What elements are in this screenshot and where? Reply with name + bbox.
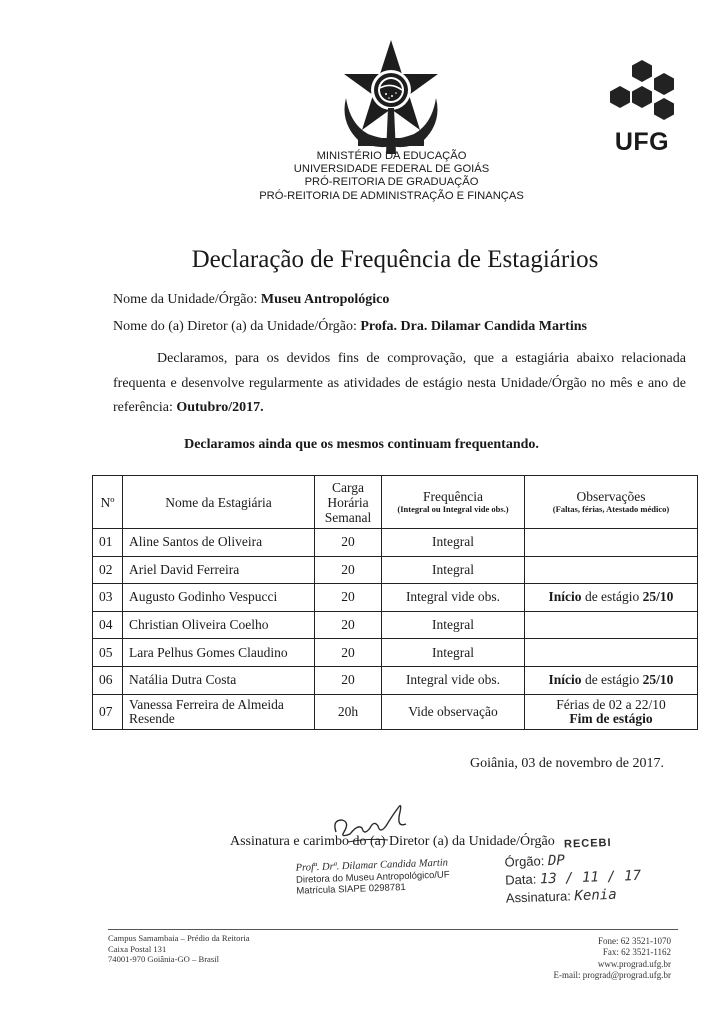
intern-name: Lara Pelhus Gomes Claudino xyxy=(123,639,315,667)
signature-line: Assinatura e carimbo do (a) Diretor (a) da Unidade/Órgão xyxy=(230,834,555,849)
observation-start-label: Início xyxy=(548,589,582,605)
received-org-label: Órgão: xyxy=(504,853,545,870)
observations-header-note: (Faltas, férias, Atestado médico) xyxy=(552,504,670,514)
observation xyxy=(525,584,698,612)
footer-fax: Fax: 62 3521-1162 xyxy=(602,947,671,958)
weekly-hours: 20 xyxy=(315,529,382,557)
declaration-paragraph xyxy=(113,347,686,421)
observation-text: de estágio xyxy=(581,589,643,605)
intern-name: Christian Oliveira Coelho xyxy=(123,611,315,639)
observations-header-label: Observações xyxy=(576,489,646,504)
stamp-id: Matrícula SIAPE 0298781 xyxy=(296,881,406,897)
col-header-observations xyxy=(525,476,698,529)
coat-of-arms-emblem xyxy=(336,38,446,156)
interns-table xyxy=(92,475,698,730)
footer-address-line: Campus Samambaia – Prédio da Reitoria xyxy=(108,933,250,943)
institution-line: PRÓ-REITORIA DE ADMINISTRAÇÃO E FINANÇAS xyxy=(259,189,524,202)
col-header-frequency xyxy=(382,476,525,529)
table-header-row xyxy=(93,476,698,529)
unit-label: Nome da Unidade/Órgão: xyxy=(113,292,258,307)
frequency: Integral xyxy=(382,639,525,667)
frequency: Integral xyxy=(382,611,525,639)
observation xyxy=(525,529,698,557)
observation-text: de estágio xyxy=(581,672,643,688)
frequency: Integral vide obs. xyxy=(382,584,525,612)
col-header-number: Nº xyxy=(93,476,123,529)
table-row xyxy=(93,694,698,729)
frequency: Integral vide obs. xyxy=(382,666,525,694)
received-title: RECEBI xyxy=(563,836,612,851)
weekly-hours: 20 xyxy=(315,556,382,584)
frequency: Integral xyxy=(382,529,525,557)
received-signature-row xyxy=(506,885,657,908)
observation-date: 25/10 xyxy=(642,589,674,605)
observation-end: Fim de estágio xyxy=(569,710,653,726)
footer-divider xyxy=(108,929,678,930)
received-date-value: 13 / 11 / 17 xyxy=(539,867,642,888)
hours-header-line: Semanal xyxy=(324,509,372,525)
weekly-hours: 20 xyxy=(315,611,382,639)
stamp-role: Diretora do Museu Antropológico/UF xyxy=(295,868,450,886)
ufg-logo-text: UFG xyxy=(614,128,670,156)
reference-period: Outubro/2017. xyxy=(176,400,264,415)
hours-header-line: Horária xyxy=(327,494,369,510)
table-row xyxy=(93,556,698,584)
received-signature-label: Assinatura: xyxy=(505,888,572,906)
director-label: Nome do (a) Diretor (a) da Unidade/Órgão: xyxy=(113,319,357,334)
unit-value: Museu Antropológico xyxy=(260,292,390,307)
received-stamp xyxy=(504,835,656,908)
row-number: 02 xyxy=(93,556,123,584)
place-date: Goiânia, 03 de novembro de 2017. xyxy=(470,756,665,771)
intern-name: Vanessa Ferreira de Almeida Resende xyxy=(123,694,315,729)
table-row xyxy=(93,611,698,639)
weekly-hours: 20h xyxy=(315,694,382,729)
observation-vacation: Férias de 02 a 22/10 xyxy=(556,696,666,712)
frequency-header-label: Frequência xyxy=(423,489,483,504)
unit-line xyxy=(113,292,389,308)
observation-start-label: Início xyxy=(548,672,582,688)
hours-header-line: Carga xyxy=(332,479,364,495)
declaration-text: Declaramos, para os devidos fins de comprovação, que a estagiária abaixo relacionada frequenta e desenvolve regularmente as atividades de estágio nesta Unidade/Órgão no mês e ano de referência: xyxy=(113,351,686,415)
footer-website: www.prograd.ufg.br xyxy=(597,958,671,969)
continuing-note: Declaramos ainda que os mesmos continuam frequentando. xyxy=(184,437,539,452)
table-row xyxy=(93,666,698,694)
weekly-hours: 20 xyxy=(315,584,382,612)
institution-line: PRÓ-REITORIA DE GRADUAÇÃO xyxy=(304,176,479,189)
frequency: Vide observação xyxy=(382,694,525,729)
table-row xyxy=(93,529,698,557)
received-signature-value: Kenia xyxy=(574,886,617,905)
intern-name: Augusto Godinho Vespucci xyxy=(123,584,315,612)
footer-address-line: 74001-970 Goiânia-GO – Brasil xyxy=(108,954,219,964)
observation-date: 25/10 xyxy=(642,672,674,688)
institution-line: UNIVERSIDADE FEDERAL DE GOIÁS xyxy=(293,163,490,176)
weekly-hours: 20 xyxy=(315,639,382,667)
observation xyxy=(525,611,698,639)
institution-line: MINISTÉRIO DA EDUCAÇÃO xyxy=(316,150,467,162)
observation xyxy=(525,666,698,694)
row-number: 03 xyxy=(93,584,123,612)
weekly-hours: 20 xyxy=(315,666,382,694)
footer-contact xyxy=(470,936,671,981)
institution-header xyxy=(180,150,603,203)
received-date-label: Data: xyxy=(504,871,537,888)
footer-address xyxy=(108,933,250,965)
row-number: 01 xyxy=(93,529,123,557)
director-value: Profa. Dra. Dilamar Candida Martins xyxy=(360,319,587,334)
footer-email: E-mail: prograd@prograd.ufg.br xyxy=(553,969,671,980)
row-number: 05 xyxy=(93,639,123,667)
footer-address-line: Caixa Postal 131 xyxy=(108,943,167,954)
table-row xyxy=(93,584,698,612)
row-number: 06 xyxy=(93,666,123,694)
intern-name: Ariel David Ferreira xyxy=(123,556,315,584)
director-stamp xyxy=(295,857,456,897)
col-header-name: Nome da Estagiária xyxy=(123,476,315,529)
intern-name: Aline Santos de Oliveira xyxy=(123,529,315,557)
col-header-hours xyxy=(315,476,382,529)
observation xyxy=(525,556,698,584)
received-org-value: DP xyxy=(547,852,566,870)
observation xyxy=(525,639,698,667)
intern-name: Natália Dutra Costa xyxy=(123,666,315,694)
director-line xyxy=(113,319,587,335)
document-title: Declaração de Frequência de Estagiários xyxy=(191,246,599,273)
table-row xyxy=(93,639,698,667)
frequency-header-note: (Integral ou Integral vide obs.) xyxy=(397,504,509,514)
observation xyxy=(525,694,698,729)
row-number: 07 xyxy=(93,694,123,729)
stamp-name: Profª. Drª. Dilamar Candida Martin xyxy=(295,857,449,874)
footer-phone: Fone: 62 3521-1070 xyxy=(598,936,671,946)
row-number: 04 xyxy=(93,611,123,639)
frequency: Integral xyxy=(382,556,525,584)
